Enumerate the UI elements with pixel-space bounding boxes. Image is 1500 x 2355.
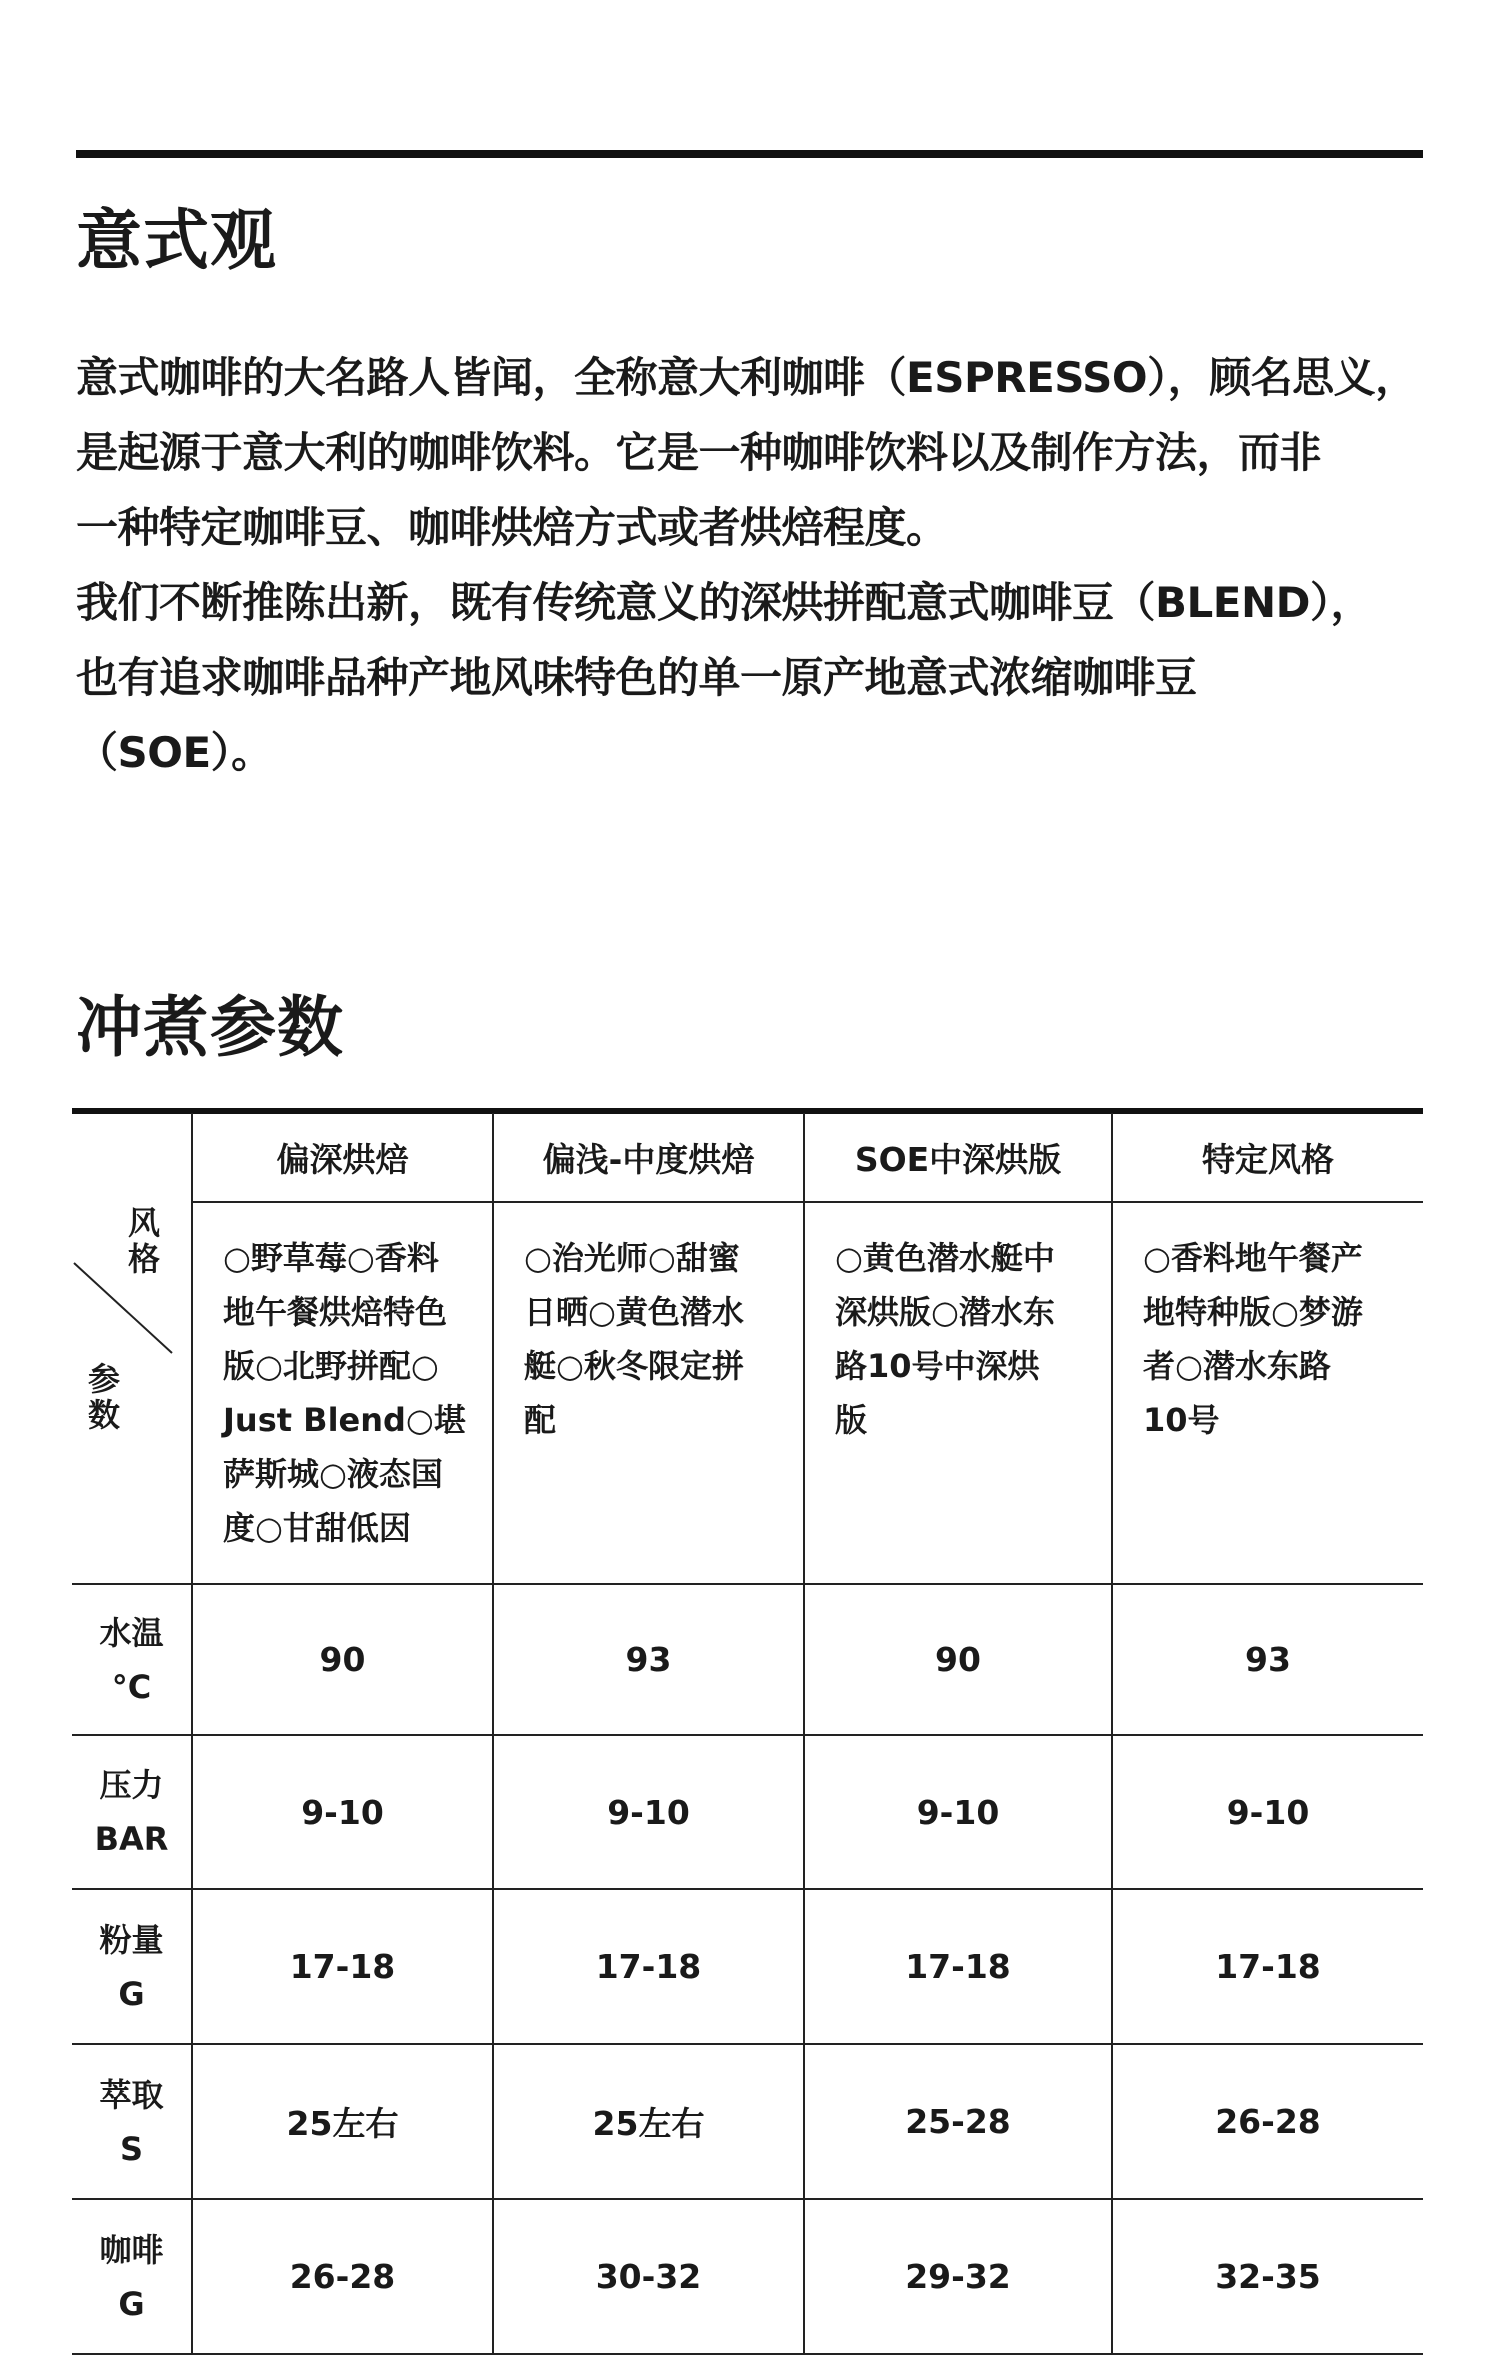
corner-style-label: 风格 <box>127 1204 160 1278</box>
table-cell: 9-10 <box>1112 1735 1423 1889</box>
dose-row <box>72 1889 1423 2044</box>
column-header: 特定风格 <box>1112 1113 1423 1202</box>
table-cell: 25左右 <box>493 2044 804 2199</box>
brew-params-title: 冲煮参数 <box>76 989 344 1066</box>
espresso-intro-paragraph <box>76 340 1426 790</box>
water-temp-row <box>72 1584 1423 1735</box>
intro-line: 是起源于意大利的咖啡饮料。它是一种咖啡饮料以及制作方法，而非 <box>76 428 1322 477</box>
style-line: 度○甘甜低因 <box>223 1509 411 1547</box>
brew-params-table <box>72 1113 1423 2355</box>
intro-line: 我们不断推陈出新，既有传统意义的深烘拼配意式咖啡豆（BLEND）， <box>76 578 1372 627</box>
style-cell <box>493 1202 804 1584</box>
column-header: 偏深烘焙 <box>192 1113 493 1202</box>
style-line: ○黄色潜水艇中 <box>835 1239 1055 1277</box>
corner-cell <box>72 1113 192 1584</box>
table-cell: 17-18 <box>1112 1889 1423 2044</box>
corner-param-label: 参数 <box>87 1360 120 1434</box>
table-cell: 93 <box>493 1584 804 1735</box>
row-label-name: 萃取 <box>99 2075 164 2114</box>
style-line: ○香料地午餐产 <box>1143 1239 1363 1277</box>
espresso-section-title: 意式观 <box>76 202 277 279</box>
table-cell: 9-10 <box>804 1735 1112 1889</box>
row-label-name: 水温 <box>99 1613 164 1652</box>
table-cell: 17-18 <box>493 1889 804 2044</box>
style-line: 路10号中深烘 <box>835 1347 1040 1385</box>
column-header: 偏浅-中度烘焙 <box>493 1113 804 1202</box>
intro-line: 一种特定咖啡豆、咖啡烘焙方式或者烘焙程度。 <box>76 503 948 552</box>
table-cell: 25左右 <box>192 2044 493 2199</box>
style-row <box>72 1202 1423 1584</box>
intro-line: 意式咖啡的大名路人皆闻，全称意大利咖啡（ESPRESSO），顾名思义， <box>76 353 1417 402</box>
row-label <box>72 2199 192 2354</box>
style-line: 配 <box>524 1401 557 1439</box>
style-line: 10号 <box>1143 1401 1220 1439</box>
table-cell: 17-18 <box>804 1889 1112 2044</box>
style-line: 地特种版○梦游 <box>1143 1293 1363 1331</box>
table-cell: 29-32 <box>804 2199 1112 2354</box>
table-header-row <box>72 1113 1423 1202</box>
row-label-name: 咖啡 <box>99 2230 164 2269</box>
table-cell: 30-32 <box>493 2199 804 2354</box>
row-label-unit: G <box>118 2284 145 2323</box>
style-line: ○野草莓○香料 <box>223 1239 439 1277</box>
table-cell: 26-28 <box>1112 2044 1423 2199</box>
table-cell: 90 <box>192 1584 493 1735</box>
style-cell <box>804 1202 1112 1584</box>
style-line: 版 <box>835 1401 868 1439</box>
row-label <box>72 1889 192 2044</box>
table-cell: 32-35 <box>1112 2199 1423 2354</box>
table-cell: 17-18 <box>192 1889 493 2044</box>
table-cell: 9-10 <box>192 1735 493 1889</box>
row-label-unit: °C <box>111 1667 152 1706</box>
style-line: Just Blend○堪 <box>223 1401 466 1439</box>
row-label-name: 压力 <box>99 1766 164 1804</box>
row-label-unit: S <box>119 2129 144 2168</box>
style-line: 版○北野拼配○ <box>223 1347 439 1385</box>
row-label-name: 粉量 <box>99 1920 164 1959</box>
intro-line: 也有追求咖啡品种产地风味特色的单一原产地意式浓缩咖啡豆 <box>76 653 1197 702</box>
style-line: 萨斯城○液态国 <box>223 1455 443 1493</box>
table-cell: 93 <box>1112 1584 1423 1735</box>
style-line: 日晒○黄色潜水 <box>524 1293 744 1331</box>
column-header: SOE中深烘版 <box>804 1113 1112 1202</box>
style-line: 艇○秋冬限定拼 <box>524 1347 744 1385</box>
corner-diagonal <box>72 1113 192 1581</box>
style-cell <box>1112 1202 1423 1584</box>
row-label-unit: G <box>118 1974 145 2013</box>
coffee-yield-row <box>72 2199 1423 2354</box>
row-label <box>72 1584 192 1735</box>
style-cell <box>192 1202 493 1584</box>
style-line: 地午餐烘焙特色 <box>223 1293 448 1331</box>
row-label-unit: BAR <box>94 1820 169 1858</box>
style-line: ○治光师○甜蜜 <box>524 1239 740 1277</box>
table-cell: 9-10 <box>493 1735 804 1889</box>
intro-line: （SOE）。 <box>76 728 273 777</box>
style-line: 深烘版○潜水东 <box>835 1293 1055 1331</box>
top-divider <box>76 150 1423 158</box>
table-cell: 26-28 <box>192 2199 493 2354</box>
table-cell: 25-28 <box>804 2044 1112 2199</box>
table-cell: 90 <box>804 1584 1112 1735</box>
row-label <box>72 2044 192 2199</box>
pressure-row <box>72 1735 1423 1889</box>
style-line: 者○潜水东路 <box>1143 1347 1331 1385</box>
extraction-row <box>72 2044 1423 2199</box>
row-label <box>72 1735 192 1889</box>
